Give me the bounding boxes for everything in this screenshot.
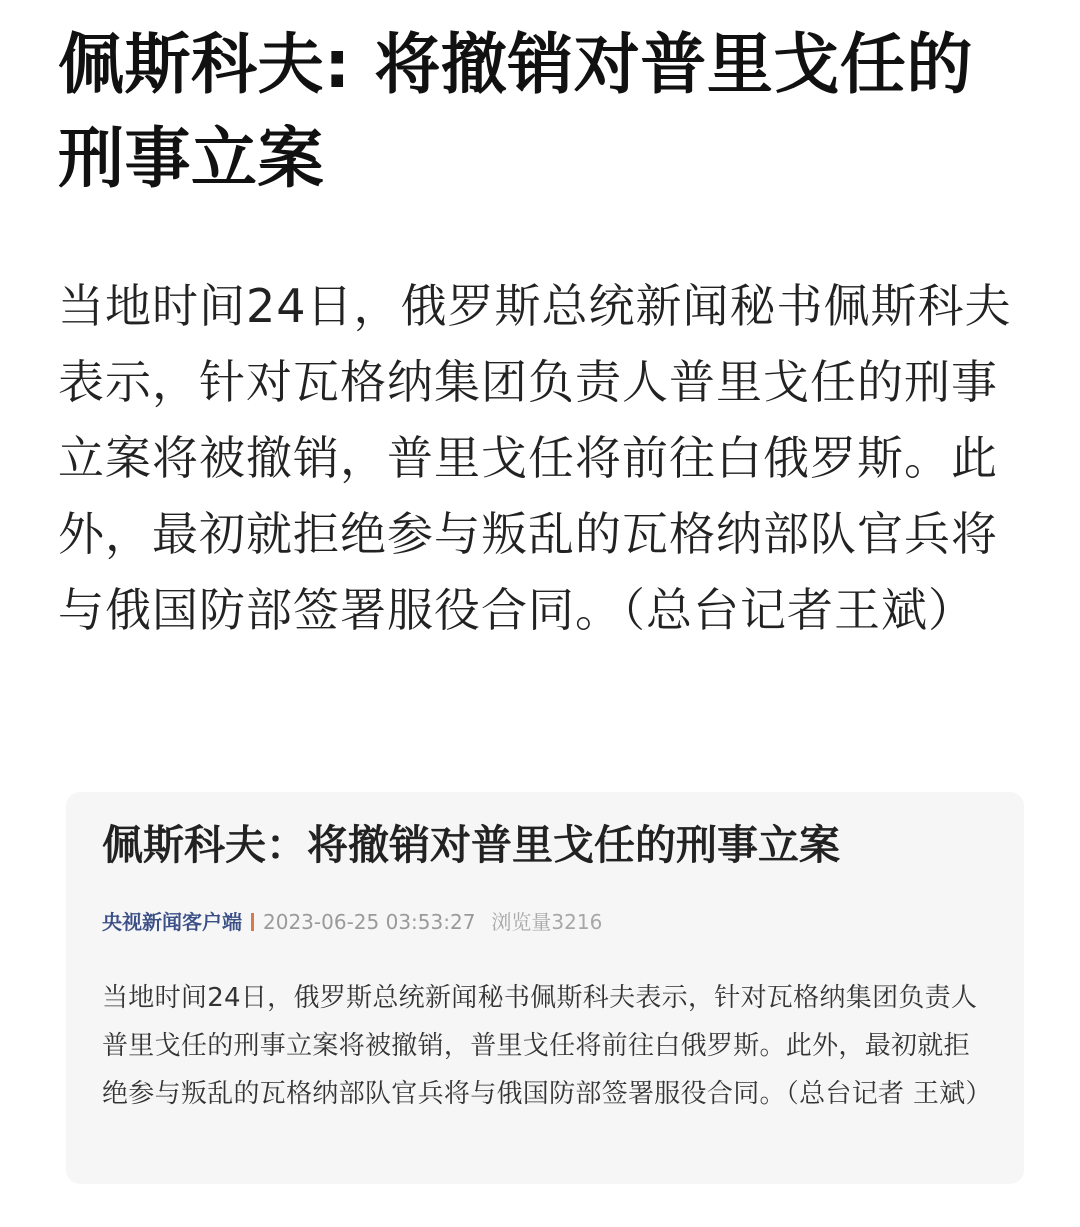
screenshot-card — [66, 792, 1024, 1184]
article-headline: 佩斯科夫: 将撤销对普里戈任的刑事立案 — [58, 26, 973, 197]
meta-separator — [251, 913, 254, 931]
card-datetime: 2023-06-25 03:53:27 — [263, 910, 476, 934]
card-source: 央视新闻客户端 — [102, 910, 242, 934]
card-views-label: 浏览量 — [491, 910, 552, 934]
card-body: 当地时间24日，俄罗斯总统新闻秘书佩斯科夫表示，针对瓦格纳集团负责人普里戈任的刑事立案将被撤销，普里戈任将前往白俄罗斯。此外，最初就拒绝参与叛乱的瓦格纳部队官兵将与俄国防部签署服役合同。（总台记者 王斌） — [102, 983, 992, 1109]
card-meta — [102, 904, 602, 940]
article-body: 当地时间24日，俄罗斯总统新闻秘书佩斯科夫表示，针对瓦格纳集团负责人普里戈任的刑事立案将被撤销，普里戈任将前往白俄罗斯。此外，最初就拒绝参与叛乱的瓦格纳部队官兵将与俄国防部签署服役合同。（总台记者王斌） — [58, 279, 1012, 637]
card-views: 3216 — [551, 910, 603, 934]
card-title: 佩斯科夫：将撤销对普里戈任的刑事立案 — [102, 821, 840, 869]
